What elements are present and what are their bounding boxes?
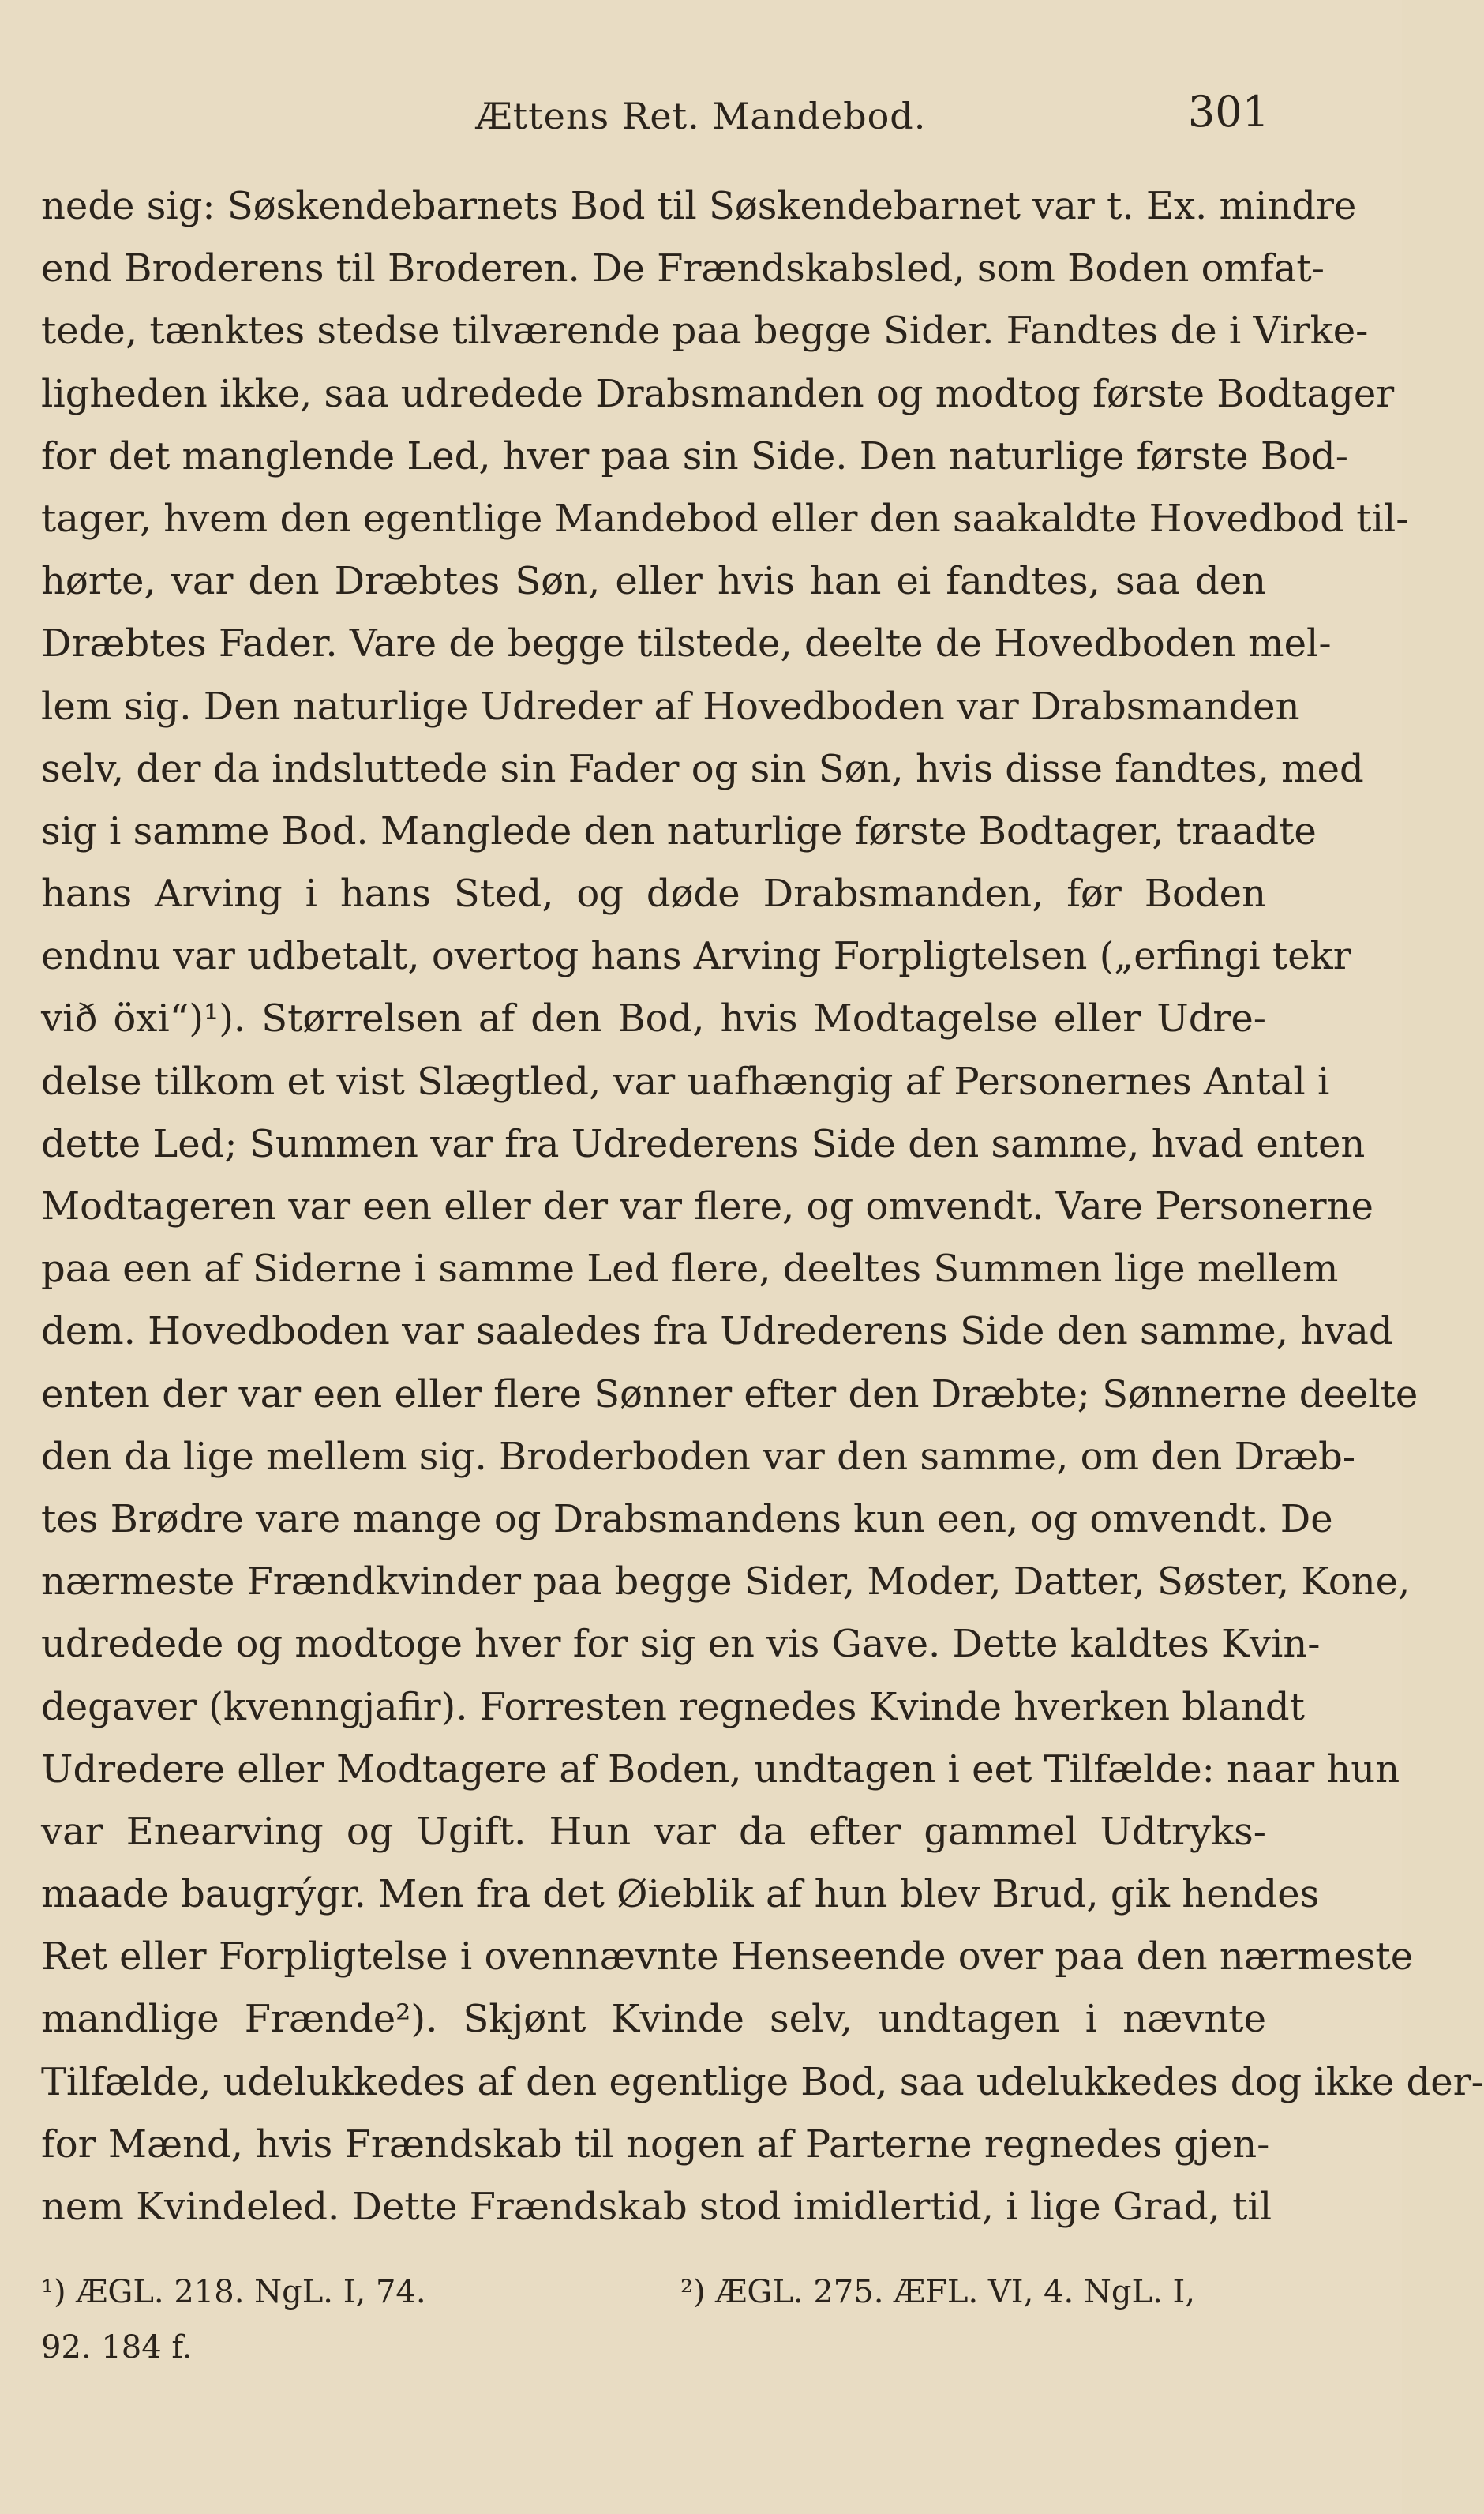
text-line: hans Arving i hans Sted, og døde Drabsmanden, før Boden bbox=[41, 872, 1266, 917]
footnote-2: ²) ÆGL. 275. ÆFL. VI, 4. NgL. I, bbox=[680, 2274, 1196, 2310]
text-line: hørte, var den Dræbtes Søn, eller hvis han ei fandtes, saa den bbox=[41, 559, 1266, 604]
text-line: Ret eller Forpligtelse i ovennævnte Henseende over paa den nærmeste bbox=[41, 1934, 1414, 1979]
text-line: tes Brødre vare mange og Drabsmandens kun een, og omvendt. De bbox=[41, 1496, 1333, 1541]
footnote-row bbox=[41, 2264, 1266, 2320]
body-text bbox=[41, 175, 1484, 2238]
text-line: selv, der da indsluttede sin Fader og sin Søn, hvis disse fandtes, med bbox=[41, 746, 1364, 791]
text-line: den da lige mellem sig. Broderboden var den samme, om den Dræb- bbox=[41, 1434, 1356, 1479]
text-line: Tilfælde, udelukkedes af den egentlige Bod, saa udelukkedes dog ikke der- bbox=[41, 2059, 1484, 2104]
text-line: enten der var een eller flere Sønner efter den Dræbte; Sønnerne deelte bbox=[41, 1371, 1418, 1416]
text-line: endnu var udbetalt, overtog hans Arving Forpligtelsen („erfingi tekr bbox=[41, 934, 1351, 979]
footnote-row bbox=[41, 2320, 1266, 2375]
running-title: Ættens Ret. Mandebod. bbox=[475, 95, 927, 137]
text-line: var Enearving og Ugift. Hun var da efter gammel Udtryks- bbox=[41, 1809, 1266, 1854]
text-line: delse tilkom et vist Slægtled, var uafhængig af Personernes Antal i bbox=[41, 1059, 1330, 1104]
text-line: ligheden ikke, saa udredede Drabsmanden og modtog første Bodtager bbox=[41, 371, 1395, 416]
text-line: for det manglende Led, hver paa sin Side. Den naturlige første Bod- bbox=[41, 433, 1348, 478]
page-header bbox=[0, 87, 1402, 150]
text-line: nede sig: Søskendebarnets Bod til Søskendebarnet var t. Ex. mindre bbox=[41, 184, 1357, 228]
text-line: lem sig. Den naturlige Udreder af Hovedboden var Drabsmanden bbox=[41, 684, 1300, 729]
text-line: dette Led; Summen var fra Udrederens Side den samme, hvad enten bbox=[41, 1121, 1366, 1166]
text-line: nærmeste Frændkvinder paa begge Sider, Moder, Datter, Søster, Kone, bbox=[41, 1559, 1411, 1604]
footnote-1: ¹) ÆGL. 218. NgL. I, 74. bbox=[41, 2274, 426, 2310]
text-line: degaver (kvenngjafir). Forresten regnedes Kvinde hverken blandt bbox=[41, 1684, 1305, 1729]
text-line: Modtageren var een eller der var flere, og omvendt. Vare Personerne bbox=[41, 1184, 1373, 1229]
text-line: maade baugrýgr. Men fra det Øieblik af hun blev Brud, gik hendes bbox=[41, 1872, 1320, 1917]
text-line: Dræbtes Fader. Vare de begge tilstede, deelte de Hovedboden mel- bbox=[41, 621, 1332, 666]
footnote-2-continuation: 92. 184 f. bbox=[41, 2329, 193, 2366]
footnotes bbox=[41, 2264, 1266, 2375]
text-line: við öxi“)¹). Størrelsen af den Bod, hvis Modtagelse eller Udre- bbox=[41, 996, 1266, 1041]
text-line: end Broderens til Broderen. De Frændskabsled, som Boden omfat- bbox=[41, 246, 1325, 291]
text-line: nem Kvindeled. Dette Frændskab stod imidlertid, i lige Grad, til bbox=[41, 2185, 1272, 2229]
text-line: Udredere eller Modtagere af Boden, undtagen i eet Tilfælde: naar hun bbox=[41, 1747, 1400, 1792]
text-line: tager, hvem den egentlige Mandebod eller den saakaldte Hovedbod til- bbox=[41, 496, 1409, 541]
page-number: 301 bbox=[1187, 87, 1269, 137]
text-line: paa een af Siderne i samme Led flere, deeltes Summen lige mellem bbox=[41, 1247, 1339, 1292]
text-line: dem. Hovedboden var saaledes fra Udrederens Side den samme, hvad bbox=[41, 1309, 1393, 1354]
text-line: tede, tænktes stedse tilværende paa begge Sider. Fandtes de i Virke- bbox=[41, 309, 1369, 354]
text-line: for Mænd, hvis Frændskab til nogen af Parterne regnedes gjen- bbox=[41, 2122, 1270, 2167]
text-line: sig i samme Bod. Manglede den naturlige første Bodtager, traadte bbox=[41, 809, 1317, 854]
text-line: mandlige Frænde²). Skjønt Kvinde selv, undtagen i nævnte bbox=[41, 1997, 1266, 2042]
text-line: udredede og modtoge hver for sig en vis Gave. Dette kaldtes Kvin- bbox=[41, 1622, 1321, 1667]
